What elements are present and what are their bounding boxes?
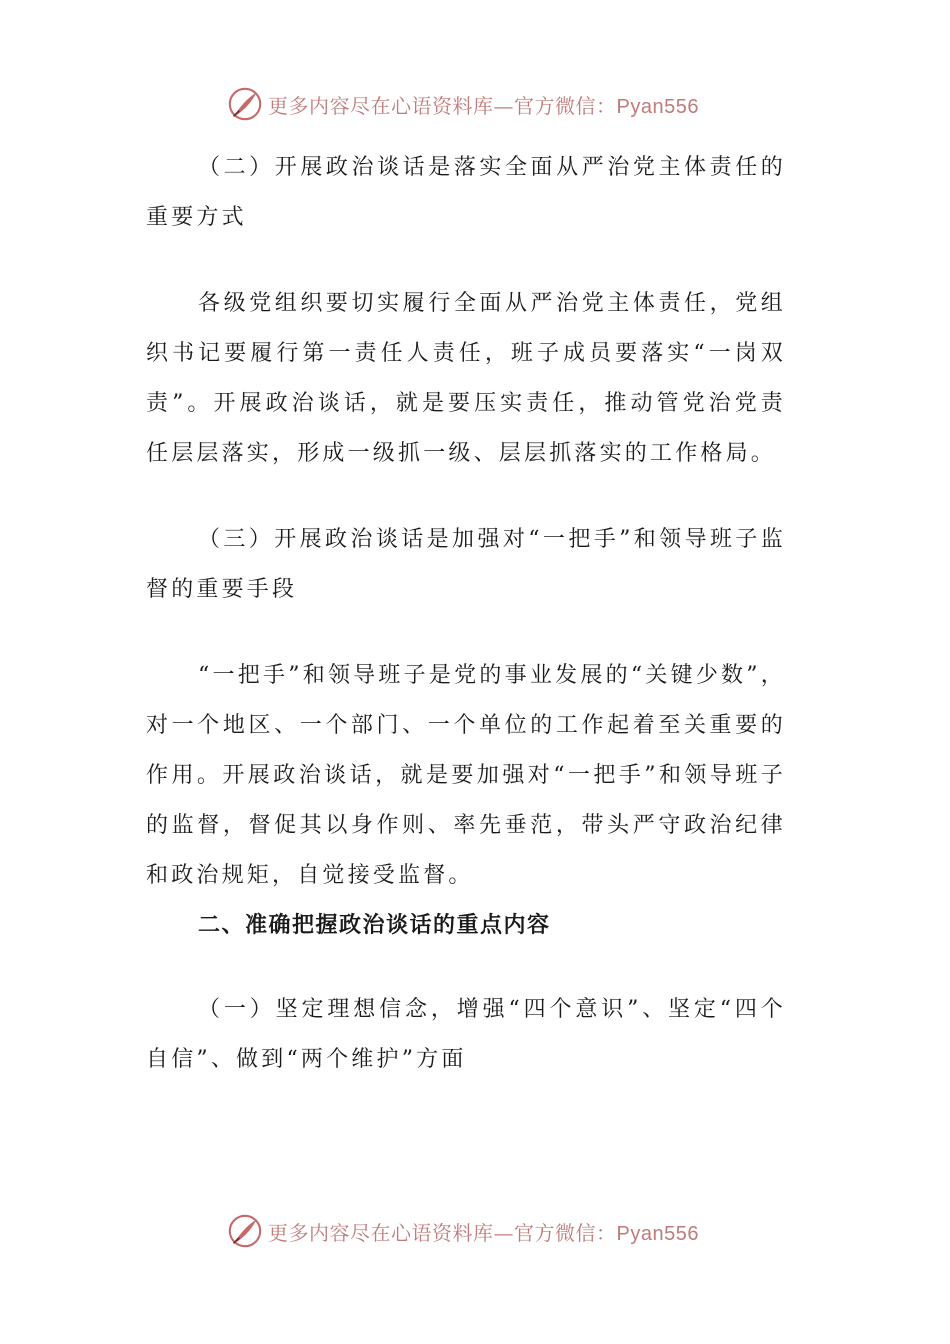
section-heading-2: 二、准确把握政治谈话的重点内容 [198, 913, 551, 938]
subheading-2: （二）开展政治谈话是落实全面从严治党主体责任的重要方式 [146, 155, 786, 230]
document-body [146, 143, 786, 1085]
header-watermark-banner [226, 84, 699, 124]
quill-pen-logo-icon [226, 1212, 264, 1250]
footer-watermark-text: 更多内容尽在心语资料库—官方微信：Pyan556 [268, 1220, 699, 1245]
quill-pen-logo-icon [226, 85, 264, 123]
header-watermark-text: 更多内容尽在心语资料库—官方微信：Pyan556 [268, 93, 699, 118]
body-paragraph-2: “一把手”和领导班子是党的事业发展的“关键少数”，对一个地区、一个部门、一个单位的工作起着至关重要的作用。开展政治谈话，就是要加强对“一把手”和领导班子的监督，督促其以身作则、率先垂范，带头严守政治纪律和政治规矩，自觉接受监督。 [146, 663, 786, 888]
subheading-section2-1: （一）坚定理想信念，增强“四个意识”、坚定“四个自信”、做到“两个维护”方面 [146, 997, 786, 1072]
subheading-3: （三）开展政治谈话是加强对“一把手”和领导班子监督的重要手段 [146, 527, 786, 602]
body-paragraph-1: 各级党组织要切实履行全面从严治党主体责任，党组织书记要履行第一责任人责任，班子成员要落实“一岗双责”。开展政治谈话，就是要压实责任，推动管党治党责任层层落实，形成一级抓一级、层层抓落实的工作格局。 [146, 291, 786, 466]
footer-watermark-banner [226, 1211, 699, 1251]
